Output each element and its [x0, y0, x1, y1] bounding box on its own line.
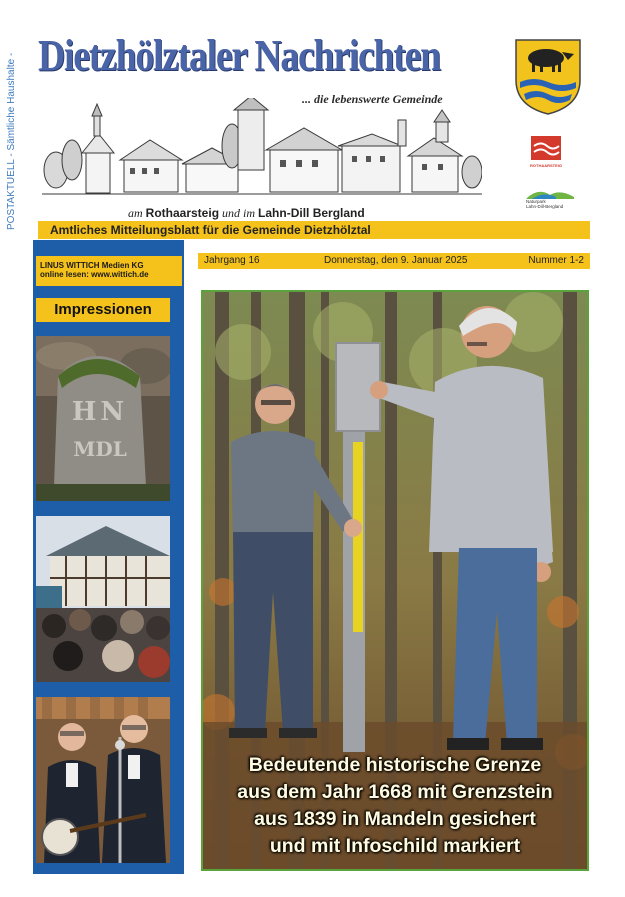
- headline-line-1: Bedeutende historische Grenze: [248, 754, 542, 776]
- impressions-heading: Impressionen: [54, 301, 152, 318]
- online-link[interactable]: online lesen: www.wittich.de: [40, 270, 149, 279]
- stone-inscription-top: HN: [71, 397, 129, 427]
- region-rothaarsteig: Rothaarsteig: [145, 206, 220, 220]
- sidebar-photo-musicians: [36, 697, 170, 863]
- region-connector: und im: [222, 206, 256, 220]
- sidebar-photo-boundary-stone: [36, 336, 170, 501]
- headline-line-3: aus 1839 in Mandeln gesichert: [254, 808, 536, 830]
- official-bulletin-bar: [38, 221, 590, 239]
- naturpark-line-2: Lahn-Dill-Bergland: [526, 204, 564, 209]
- rothaarsteig-logo: [527, 132, 567, 172]
- publisher-box: [36, 256, 182, 286]
- stone-inscription-bottom: MDL: [73, 437, 127, 461]
- issue-number: Nummer 1-2: [528, 255, 584, 266]
- issue-volume: Jahrgang 16: [204, 255, 260, 266]
- rothaarsteig-text: ROTHAARSTEIG: [530, 163, 562, 168]
- official-bulletin-text: Amtliches Mitteilungsblatt für die Gemeinde Dietzhölztal: [50, 223, 371, 237]
- village-sketch: [42, 98, 482, 200]
- naturpark-logo: [526, 186, 574, 212]
- region-line: [128, 206, 365, 221]
- cover-photo: [201, 290, 589, 871]
- sidebar-photo-market: [36, 516, 170, 682]
- municipal-crest: [512, 36, 584, 116]
- region-lahn-dill: Lahn-Dill Bergland: [258, 206, 365, 220]
- tagline: ... die lebenswerte Gemeinde: [302, 92, 443, 106]
- headline-line-2: aus dem Jahr 1668 mit Grenzstein: [237, 781, 553, 803]
- issue-date: Donnerstag, den 9. Januar 2025: [324, 255, 468, 266]
- cover-headline: [203, 752, 587, 860]
- postal-note: POSTAKTUELL - Sämtliche Haushalte -: [6, 52, 17, 230]
- market-image: [36, 516, 170, 682]
- issue-info-bar: [198, 253, 590, 269]
- publisher-name: LINUS WITTICH Medien KG: [40, 261, 144, 270]
- impressions-heading-box: [36, 298, 170, 322]
- headline-line-4: und mit Infoschild markiert: [269, 835, 521, 857]
- masthead: [38, 30, 488, 90]
- newspaper-title: Dietzhölztaler Nachrichten: [38, 31, 440, 80]
- naturpark-hills-icon: [526, 187, 574, 199]
- musicians-image: [36, 697, 170, 863]
- naturpark-line-1: Naturpark: [526, 199, 546, 204]
- region-prefix: am: [128, 206, 143, 220]
- boundary-stone-image: [36, 336, 170, 501]
